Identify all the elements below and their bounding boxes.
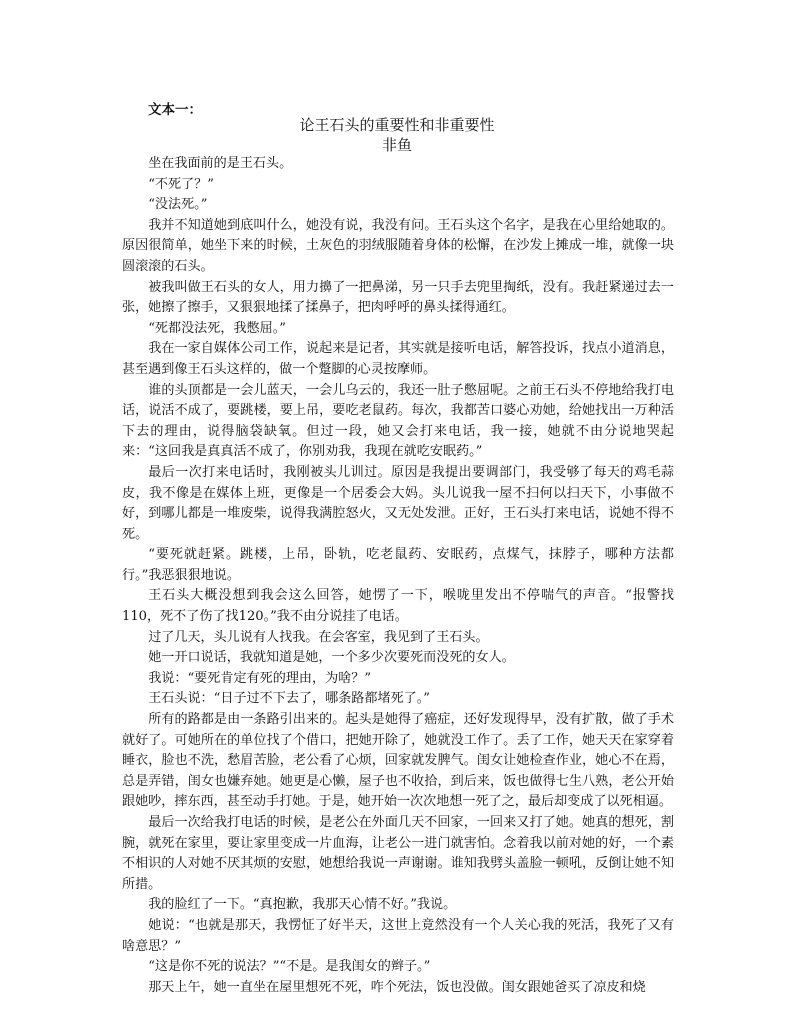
paragraph: 所有的路都是由一条路引出来的。起头是她得了癌症，还好发现得早，没有扩散，做了手术就好了。可她所在的单位找了个借口，把她开除了，她就没工作了。丢了工作，她天天在家穿着睡衣，脸也不洗，愁眉苦脸，老公看了心烦，回家就发脾气。闺女让她检查作业，她心不在焉，总是弄错，闺女也嫌弃她。她更是心懒，屋子也不收拾，到后来，饭也做得七生八熟，老公开始跟她吵，摔东西，甚至动手打她。于是，她开始一次次地想一死了之，最后却变成了以死相逼。 [122,712,674,810]
paragraph: 我在一家自媒体公司工作，说起来是记者，其实就是接听电话，解答投诉，找点小道消息，甚至遇到像王石头这样的，做一个蹩脚的心灵按摩师。 [122,341,674,377]
paragraph: 她一开口说话，我就知道是她，一个多少次要死而没死的女人。 [148,650,515,666]
article-title: 论王石头的重要性和非重要性 [299,116,495,134]
paragraph: “不死了？” [148,176,214,192]
paragraph: 坐在我面前的是王石头。 [148,156,293,171]
paragraph: 被我叫做王石头的女人，用力擤了一把鼻涕，另一只手去兜里掏纸，没有。我赶紧递过去一张，她擦了擦手，又狠狠地揉了揉鼻子，把肉呼呼的鼻头揉得通红。 [122,279,674,316]
paragraph: 她说：“也就是那天，我愣怔了好半天，这世上竟然没有一个人关心我的死活，我死了又有啥意思？” [122,917,674,954]
paragraph: “死都没法死，我憋屈。” [148,320,286,336]
paragraph: 我说：“要死肯定有死的理由，为啥？” [148,670,372,686]
paragraph: 谁的头顶都是一会儿蓝天，一会儿乌云的，我还一肚子憋屈呢。之前王石头不停地给我打电话，说活不成了，要跳楼，要上吊，要吃老鼠药。每次，我都苦口婆心劝她，给她找出一万种活下去的理由，说得脑袋缺氧。但过一段，她又会打来电话，我一接，她就不由分说地哭起来：“这回我是真真活不成了，你别劝我，我现在就吃安眠药。” [122,382,674,460]
paragraph: “没法死。” [148,197,208,213]
paragraph: 最后一次给我打电话的时候，是老公在外面几天不回家，一回来又打了她。她真的想死，割腕，就死在家里，要让家里变成一片血海，让老公一进门就害怕。念着我以前对她的好，一个素不相识的人对她不厌其烦的安慰，她想给我说一声谢谢。谁知我劈头盖脸一顿吼，反倒让她不知所措。 [122,815,674,892]
paragraph: “这是你不死的说法？”“不是。是我闺女的辫子。” [148,959,431,975]
paragraph: 过了几天，头儿说有人找我。在会客室，我见到了王石头。 [148,629,489,645]
text-label: 文本一： [148,102,202,118]
paragraph: 我的脸红了一下。“真抱歉，我那天心情不好。”我说。 [148,897,457,913]
article-author: 非鱼 [381,136,412,154]
paragraph: 最后一次打来电话时，我刚被头儿训过。原因是我提出要调部门，我受够了每天的鸡毛蒜皮，我不像是在媒体上班，更像是一个居委会大妈。头儿说我一屋不扫何以扫天下，小事做不好，到哪儿都是一堆废柴，说得我满腔怒火，又无处发泄。正好，王石头打来电话，说她不得不死。 [122,464,674,542]
paragraph: 王石头说：“日子过不下去了，哪条路都堵死了。” [148,691,430,707]
paragraph: “要死就赶紧。跳楼，上吊，卧轨，吃老鼠药、安眠药，点煤气，抹脖子，哪种方法都行。”我恶狠狠地说。 [122,547,674,583]
paragraph: 王石头大概没想到我会这么回答，她愣了一下，喉咙里发出不停喘气的声音。“报警找110，死不了伤了找120。”我不由分说挂了电话。 [122,588,674,625]
paragraph: 我并不知道她到底叫什么，她没有说，我没有问。王石头这个名字，是我在心里给她取的。原因很简单，她坐下来的时候，土灰色的羽绒服随着身体的松懈，在沙发上摊成一堆，就像一块圆滚滚的石头。 [122,217,674,274]
paragraph: 那天上午，她一直坐在屋里想死不死，咋个死法，饭也没做。闺女跟她爸买了凉皮和烧 [148,979,646,995]
article-body [122,154,674,998]
